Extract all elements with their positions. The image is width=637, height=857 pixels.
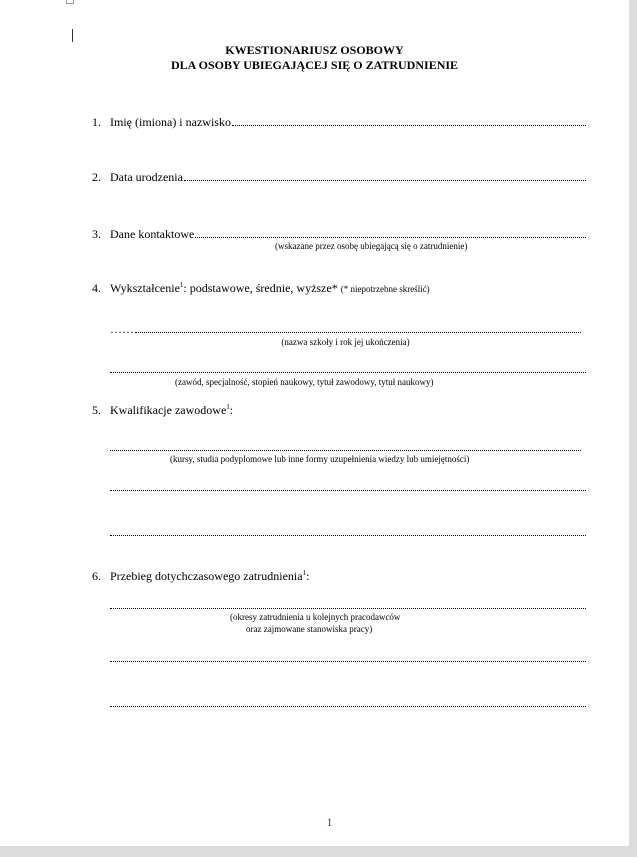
item-1-field[interactable]: [110, 115, 586, 129]
item-5-dotted-line-1[interactable]: [110, 449, 581, 451]
item-2-label: Data urodzenia: [110, 170, 183, 184]
item-5-caption: (kursy, studia podyplomowe lub inne formy uzupełnienia wiedzy lub umiejętności): [170, 454, 470, 464]
item-4-number: 4.: [92, 281, 101, 295]
text-cursor: [72, 29, 73, 42]
item-4-label-line: [110, 281, 430, 296]
item-4-caption-profession: (zawód, specjalność, stopień naukowy, tytuł zawodowy, tytuł naukowy): [175, 377, 434, 387]
item-3-dotted-line[interactable]: [195, 227, 586, 238]
item-5-label: Kwalifikacje zawodowe: [110, 403, 227, 417]
form-title-line-1: KWESTIONARIUSZ OSOBOWY: [225, 43, 404, 57]
item-1-number: 1.: [92, 115, 101, 129]
item-1-label: Imię (imiona) i nazwisko: [110, 115, 231, 129]
item-6-label-line: [110, 569, 309, 583]
item-4-label-rest: : podstawowe, średnie, wyższe*: [183, 281, 341, 295]
item-6-dotted-line-1[interactable]: [110, 607, 586, 609]
vertical-scrollbar[interactable]: [629, 0, 637, 857]
item-6-footnote-ref: 1: [302, 569, 307, 577]
item-3-number: 3.: [92, 227, 101, 241]
item-6-dotted-line-2[interactable]: [110, 660, 586, 662]
item-4-school-dotted-line[interactable]: [135, 322, 581, 333]
item-1-dotted-line[interactable]: [232, 115, 586, 126]
item-6-dotted-line-3[interactable]: [110, 705, 586, 707]
item-3-label: Dane kontaktowe: [110, 227, 195, 241]
item-6-label-rest: :: [306, 569, 310, 583]
item-4-school-field[interactable]: [110, 322, 581, 336]
item-3-field[interactable]: [110, 227, 586, 241]
item-5-label-line: [110, 403, 233, 417]
item-2-dotted-line[interactable]: [184, 170, 586, 181]
page-corner-marker: [66, 0, 74, 4]
item-4-label: Wykształcenie: [110, 281, 180, 295]
horizontal-scrollbar[interactable]: [0, 846, 637, 857]
item-5-number: 5.: [92, 403, 101, 417]
item-5-footnote-ref: 1: [226, 403, 230, 411]
item-6-number: 6.: [92, 569, 101, 583]
item-5-dotted-line-3[interactable]: [110, 534, 586, 536]
item-4-caption-school: (nazwa szkoły i rok jej ukończenia): [281, 337, 410, 347]
item-4-footnote-ref: 1: [179, 281, 184, 289]
item-6-label: Przebieg dotychczasowego zatrudnienia: [110, 569, 303, 583]
item-5-dotted-line-2[interactable]: [110, 489, 586, 491]
item-4-lead-dots: ……: [110, 322, 134, 336]
form-title-line-2: DLA OSOBY UBIEGAJĄCEJ SIĘ O ZATRUDNIENIE: [170, 58, 459, 72]
page-number: 1: [326, 815, 333, 829]
item-4-note: (* niepotrzebne skreślić): [340, 284, 430, 294]
item-3-caption: (wskazane przez osobę ubiegającą się o zatrudnienie): [275, 241, 468, 251]
item-2-number: 2.: [92, 170, 101, 184]
item-5-label-rest: :: [229, 403, 234, 417]
item-2-field[interactable]: [110, 170, 586, 184]
item-6-caption-line-1: (okresy zatrudnienia u kolejnych pracodawców: [230, 612, 401, 622]
item-6-caption-line-2: oraz zajmowane stanowiska pracy): [246, 624, 373, 634]
item-4-profession-dotted-line[interactable]: [110, 371, 586, 373]
